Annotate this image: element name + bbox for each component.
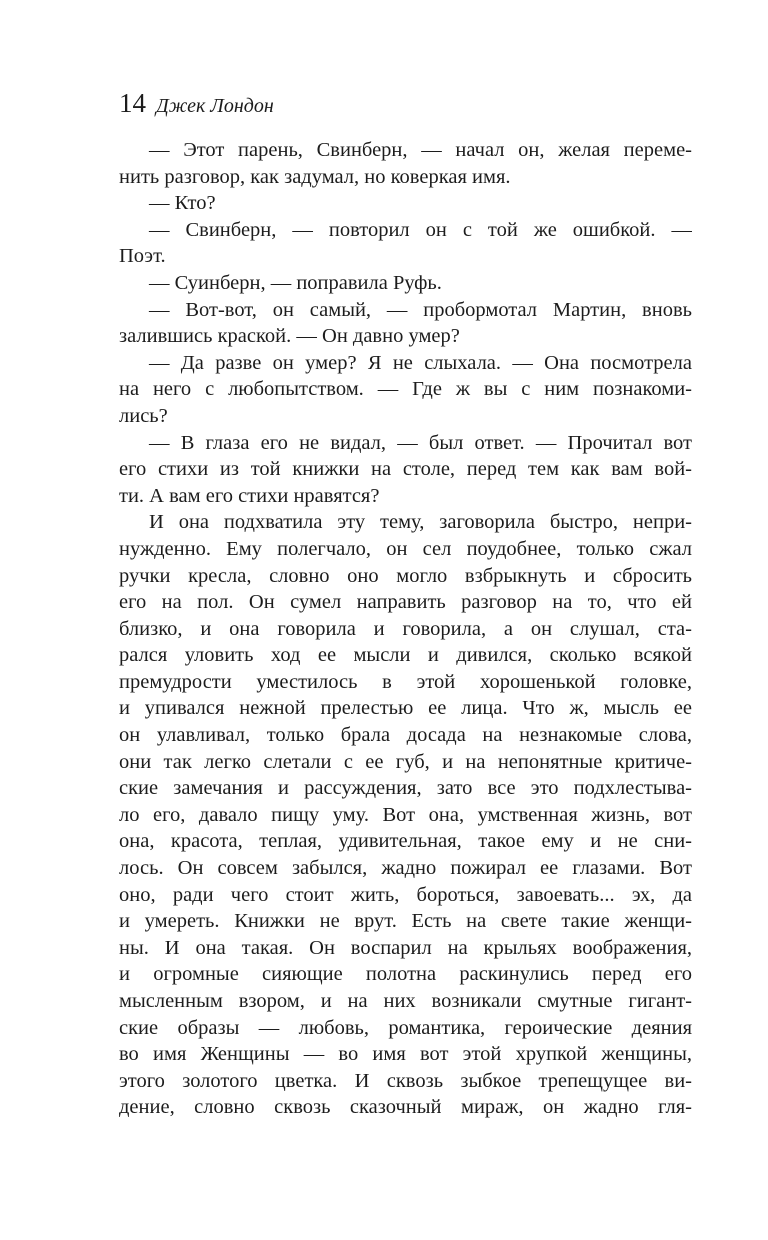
text-line: ло его, давало пищу уму. Вот она, умственная жизнь, вот (119, 803, 692, 826)
text-line: она, красота, теплая, удивительная, такое ему и не сни- (119, 830, 692, 853)
text-line: ручки кресла, словно оно могло взбрыкнуть и сбросить (119, 564, 692, 587)
text-line: они так легко слетали с ее губ, и на непонятные критиче- (119, 750, 692, 773)
page-header (119, 88, 274, 119)
text-line: лось. Он совсем забылся, жадно пожирал ее глазами. Вот (119, 857, 692, 880)
text-line: — Суинберн, — поправила Руфь. (149, 271, 442, 294)
text-line: премудрости уместилось в этой хорошенькой головке, (119, 670, 692, 693)
page-number: 14 (119, 88, 146, 118)
text-line: И она подхватила эту тему, заговорила быстро, непри- (149, 511, 692, 534)
text-line: ские замечания и рассуждения, зато все это подхлестыва- (119, 777, 692, 800)
text-line: — В глаза его не видал, — был ответ. — Прочитал вот (149, 431, 692, 454)
text-line: близко, и она говорила и говорила, а он слушал, ста- (119, 617, 692, 640)
text-line: и упивался нежной прелестью ее лица. Что ж, мысль ее (119, 697, 692, 720)
text-line: — Вот-вот, он самый, — пробормотал Мартин, вновь (149, 298, 692, 321)
text-line: нужденно. Ему полегчало, он сел поудобнее, только сжал (119, 537, 692, 560)
text-line: рался уловить ход ее мысли и дивился, сколько всякой (119, 644, 692, 667)
body-text (119, 137, 692, 1121)
text-line: дение, словно сквозь сказочный мираж, он жадно гля- (119, 1096, 692, 1119)
text-line: и огромные сияющие полотна раскинулись перед его (119, 963, 692, 986)
text-line: — Свинберн, — повторил он с той же ошибкой. — (149, 218, 692, 241)
text-line: его стихи из той книжки на столе, перед тем как вам вой- (119, 458, 692, 481)
text-line: ти. А вам его стихи нравятся? (119, 484, 380, 507)
text-line: оно, ради чего стоит жить, бороться, завоевать... эх, да (119, 883, 692, 906)
text-line: Поэт. (119, 245, 166, 268)
text-line: во имя Женщины — во имя вот этой хрупкой женщины, (119, 1043, 692, 1066)
text-line: — Кто? (149, 192, 216, 215)
text-line: — Да разве он умер? Я не слыхала. — Она посмотрела (149, 351, 692, 374)
text-line: ны. И она такая. Он воспарил на крыльях воображения, (119, 936, 692, 959)
running-title: Джек Лондон (156, 95, 274, 117)
text-line: на него с любопытством. — Где ж вы с ним познакоми- (119, 378, 692, 401)
text-line: нить разговор, как задумал, но коверкая имя. (119, 165, 511, 188)
text-line: мысленным взором, и на них возникали смутные гигант- (119, 990, 692, 1012)
text-line: и умереть. Книжки не врут. Есть на свете такие женщи- (119, 910, 692, 933)
text-line: — Этот парень, Свинберн, — начал он, желая переме- (149, 139, 692, 161)
text-line: залившись краской. — Он давно умер? (119, 325, 460, 348)
text-line: ские образы — любовь, романтика, героические деяния (119, 1016, 692, 1039)
text-line: его на пол. Он сумел направить разговор на то, что ей (119, 591, 692, 614)
text-line: этого золотого цветка. И сквозь зыбкое трепещущее ви- (119, 1069, 692, 1092)
text-line: он улавливал, только брала досада на незнакомые слова, (119, 724, 692, 747)
text-line: лись? (119, 404, 168, 427)
